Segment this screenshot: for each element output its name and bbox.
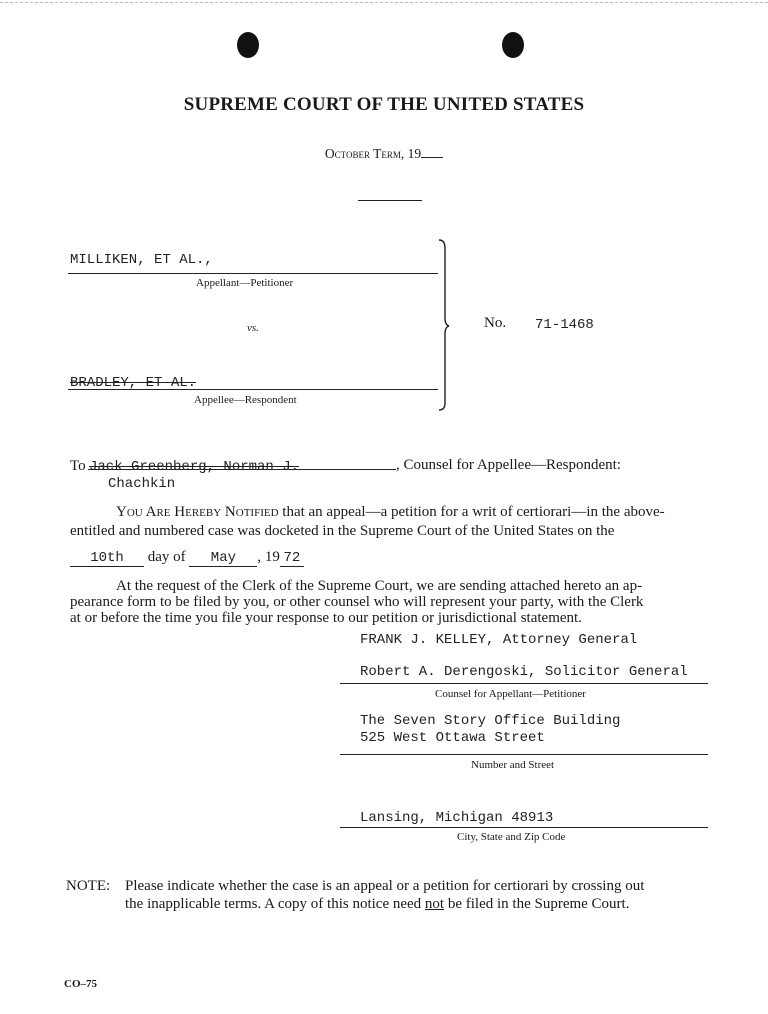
docket-year-prefix: , 19 bbox=[257, 549, 280, 565]
note-line2 bbox=[125, 896, 629, 913]
city-state-zip: Lansing, Michigan 48913 bbox=[360, 810, 554, 826]
term-label: October Term, 19 bbox=[324, 146, 422, 161]
note-line2-before: the inapplicable terms. A copy of this notice need bbox=[125, 896, 425, 912]
to-suffix: , Counsel for Appellee—Respondent: bbox=[396, 457, 621, 473]
caption-brace bbox=[436, 238, 452, 413]
versus-label: vs. bbox=[247, 322, 259, 334]
header-divider bbox=[358, 200, 422, 201]
street-rule bbox=[340, 754, 708, 755]
court-title: SUPREME COURT OF THE UNITED STATES bbox=[183, 94, 585, 115]
note-label: NOTE: bbox=[66, 878, 111, 894]
to-label: To bbox=[70, 458, 86, 474]
appellant-rule bbox=[68, 273, 438, 274]
appellant-role: Appellant—Petitioner bbox=[196, 277, 294, 289]
counsel-name-line2: Robert A. Derengoski, Solicitor General bbox=[360, 664, 688, 680]
street-caption: Number and Street bbox=[471, 759, 555, 771]
to-blank-rule bbox=[88, 469, 396, 470]
notice-intro-smallcaps: You Are Hereby Notified bbox=[116, 504, 279, 520]
street-address-line2: 525 West Ottawa Street bbox=[360, 730, 545, 746]
term-line bbox=[0, 146, 768, 162]
docket-month: May bbox=[189, 551, 257, 567]
notice-paragraph-line2: entitled and numbered case was docketed in the Supreme Court of the United States on the bbox=[70, 523, 615, 539]
request-paragraph-line1: At the request of the Clerk of the Supreme Court, we are sending attached hereto an ap- bbox=[116, 578, 643, 594]
docket-year: 72 bbox=[280, 551, 304, 567]
note-line2-after: be filed in the Supreme Court. bbox=[444, 896, 630, 912]
request-paragraph-line3: at or before the time you file your response to our petition or jurisdictional statement. bbox=[70, 610, 582, 626]
appellee-name: BRADLEY, ET AL. bbox=[70, 375, 197, 391]
to-counsel-names: Jack Greenberg, Norman J. bbox=[89, 459, 300, 475]
counsel-name-line1: FRANK J. KELLEY, Attorney General bbox=[360, 632, 638, 648]
term-year-blank bbox=[421, 149, 443, 158]
docket-date-line bbox=[70, 549, 304, 567]
request-paragraph-line2: pearance form to be filed by you, or other counsel who will represent your party, with the Clerk bbox=[70, 594, 644, 610]
city-rule bbox=[340, 827, 708, 828]
binder-hole-right bbox=[502, 32, 524, 58]
notice-paragraph-line1 bbox=[116, 504, 665, 521]
docket-day: 10th bbox=[70, 551, 144, 567]
to-counsel-names-continued: Chachkin bbox=[108, 476, 176, 492]
form-code: CO–75 bbox=[64, 978, 97, 990]
appellee-role: Appellee—Respondent bbox=[194, 394, 297, 406]
note-not-emphasis: not bbox=[424, 896, 445, 912]
appellant-name: MILLIKEN, ET AL., bbox=[70, 252, 213, 268]
counsel-rule bbox=[340, 683, 708, 684]
notice-line1-rest: that an appeal—a petition for a writ of certiorari—in the above- bbox=[278, 504, 665, 520]
counsel-caption: Counsel for Appellant—Petitioner bbox=[435, 688, 586, 700]
case-number-value: 71-1468 bbox=[535, 317, 594, 333]
case-number-label: No. bbox=[484, 315, 507, 331]
street-address-line1: The Seven Story Office Building bbox=[360, 713, 621, 729]
docket-day-of-label: day of bbox=[147, 549, 186, 565]
binder-hole-left bbox=[237, 32, 259, 58]
appellee-rule bbox=[68, 389, 438, 390]
city-caption: City, State and Zip Code bbox=[457, 831, 566, 843]
top-page-edge bbox=[0, 2, 768, 3]
note-line1: Please indicate whether the case is an appeal or a petition for certiorari by crossing out bbox=[125, 878, 645, 894]
